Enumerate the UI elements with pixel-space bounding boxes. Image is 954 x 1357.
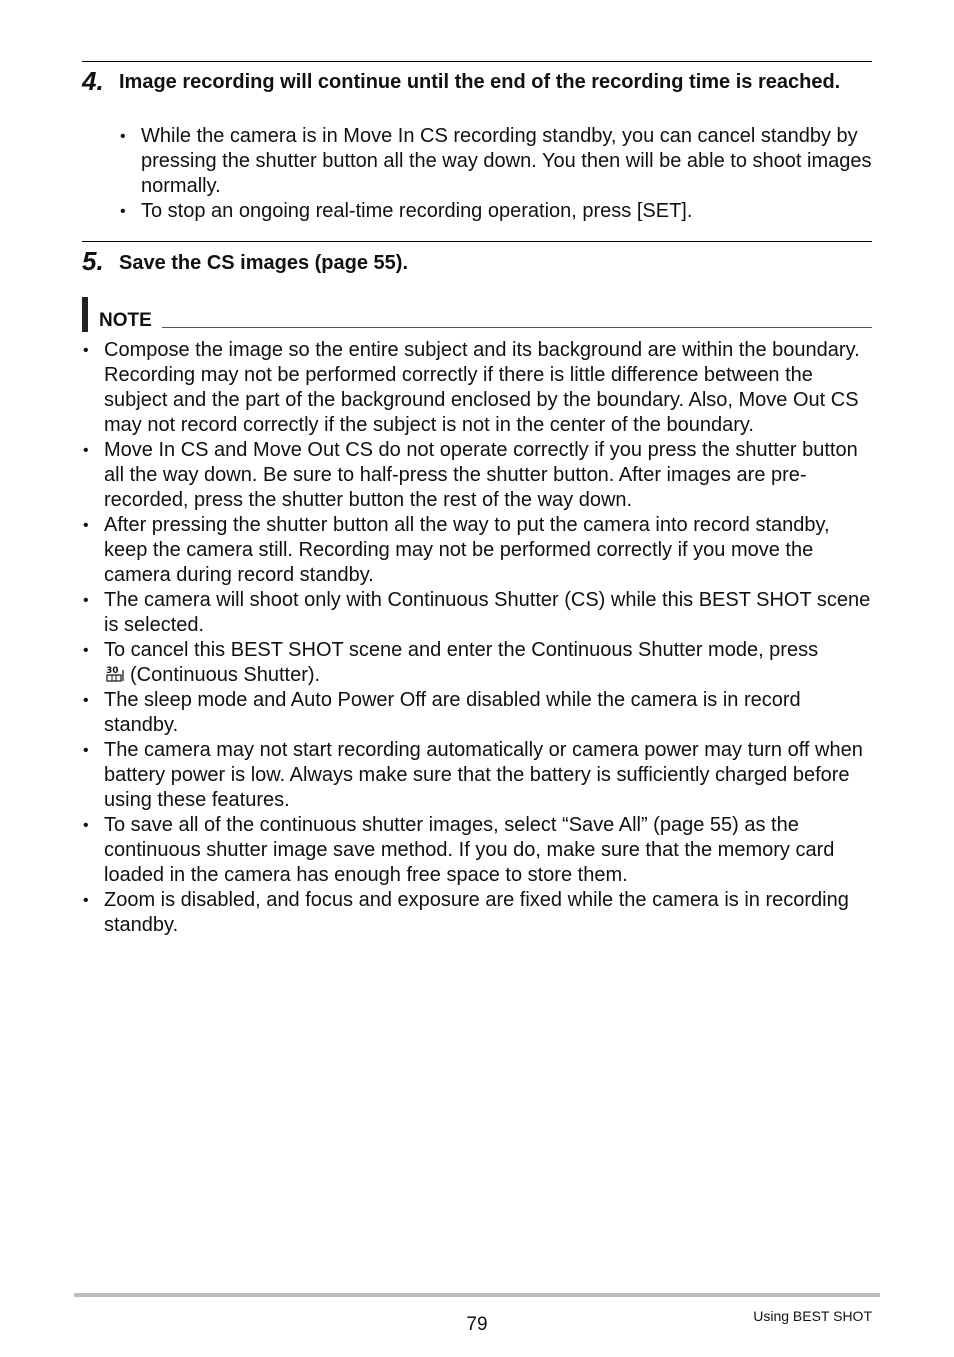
list-item-text: To cancel this BEST SHOT scene and enter the Continuous Shutter mode, press [104,639,819,661]
footer-rule [74,1293,880,1297]
list-item: • The camera will shoot only with Continuous Shutter (CS) while this BEST SHOT scene is selected. [83,588,872,638]
note-divider [162,327,872,328]
list-item: • Compose the image so the entire subject and its background are within the boundary. Recording may not be performed correctly if there is little difference between the subject and the part of the background enclosed by the boundary. Also, Move Out CS may not record correctly if the subject is not in the center of the boundary. [83,338,872,438]
note-label: NOTE [99,310,152,331]
list-item: • Zoom is disabled, and focus and exposure are fixed while the camera is in recording standby. [83,888,872,938]
step4-number: 4. [82,66,104,96]
continuous-shutter-icon [104,664,126,684]
list-item: • Move In CS and Move Out CS do not operate correctly if you press the shutter button all the way down. Be sure to half-press the shutter button. After images are pre-recorded, press the shutter button the rest of the way down. [83,438,872,513]
list-item: • To save all of the continuous shutter images, select “Save All” (page 55) as the continuous shutter image save method. If you do, make sure that the memory card loaded in the camera has enough free space to store them. [83,813,872,888]
note-bullet-list [83,338,872,938]
step4-bullet-list [120,124,872,224]
list-item-text-continued: (Continuous Shutter). [130,664,321,686]
step4-heading: Image recording will continue until the end of the recording time is reached. [119,71,841,93]
page-number: 79 [466,1314,488,1335]
step5-number: 5. [82,246,104,276]
list-item: • The camera may not start recording automatically or camera power may turn off when battery power is low. Always make sure that the battery is sufficiently charged before using these features. [83,738,872,813]
list-item: • The sleep mode and Auto Power Off are disabled while the camera is in record standby. [83,688,872,738]
list-item [83,638,872,688]
list-item: • To stop an ongoing real-time recording operation, press [SET]. [120,199,872,224]
step4-top-rule [82,61,872,62]
step5-top-rule [82,241,872,242]
note-marker-bar [82,297,88,332]
list-item: • After pressing the shutter button all the way to put the camera into record standby, keep the camera still. Recording may not be performed correctly if you move the camera during record standby. [83,513,872,588]
step5-heading: Save the CS images (page 55). [119,252,409,274]
list-item: • While the camera is in Move In CS recording standby, you can cancel standby by pressing the shutter button all the way down. You then will be able to shoot images normally. [120,124,872,199]
svg-text:30: 30 [106,666,119,676]
footer-section-title: Using BEST SHOT [753,1308,872,1324]
